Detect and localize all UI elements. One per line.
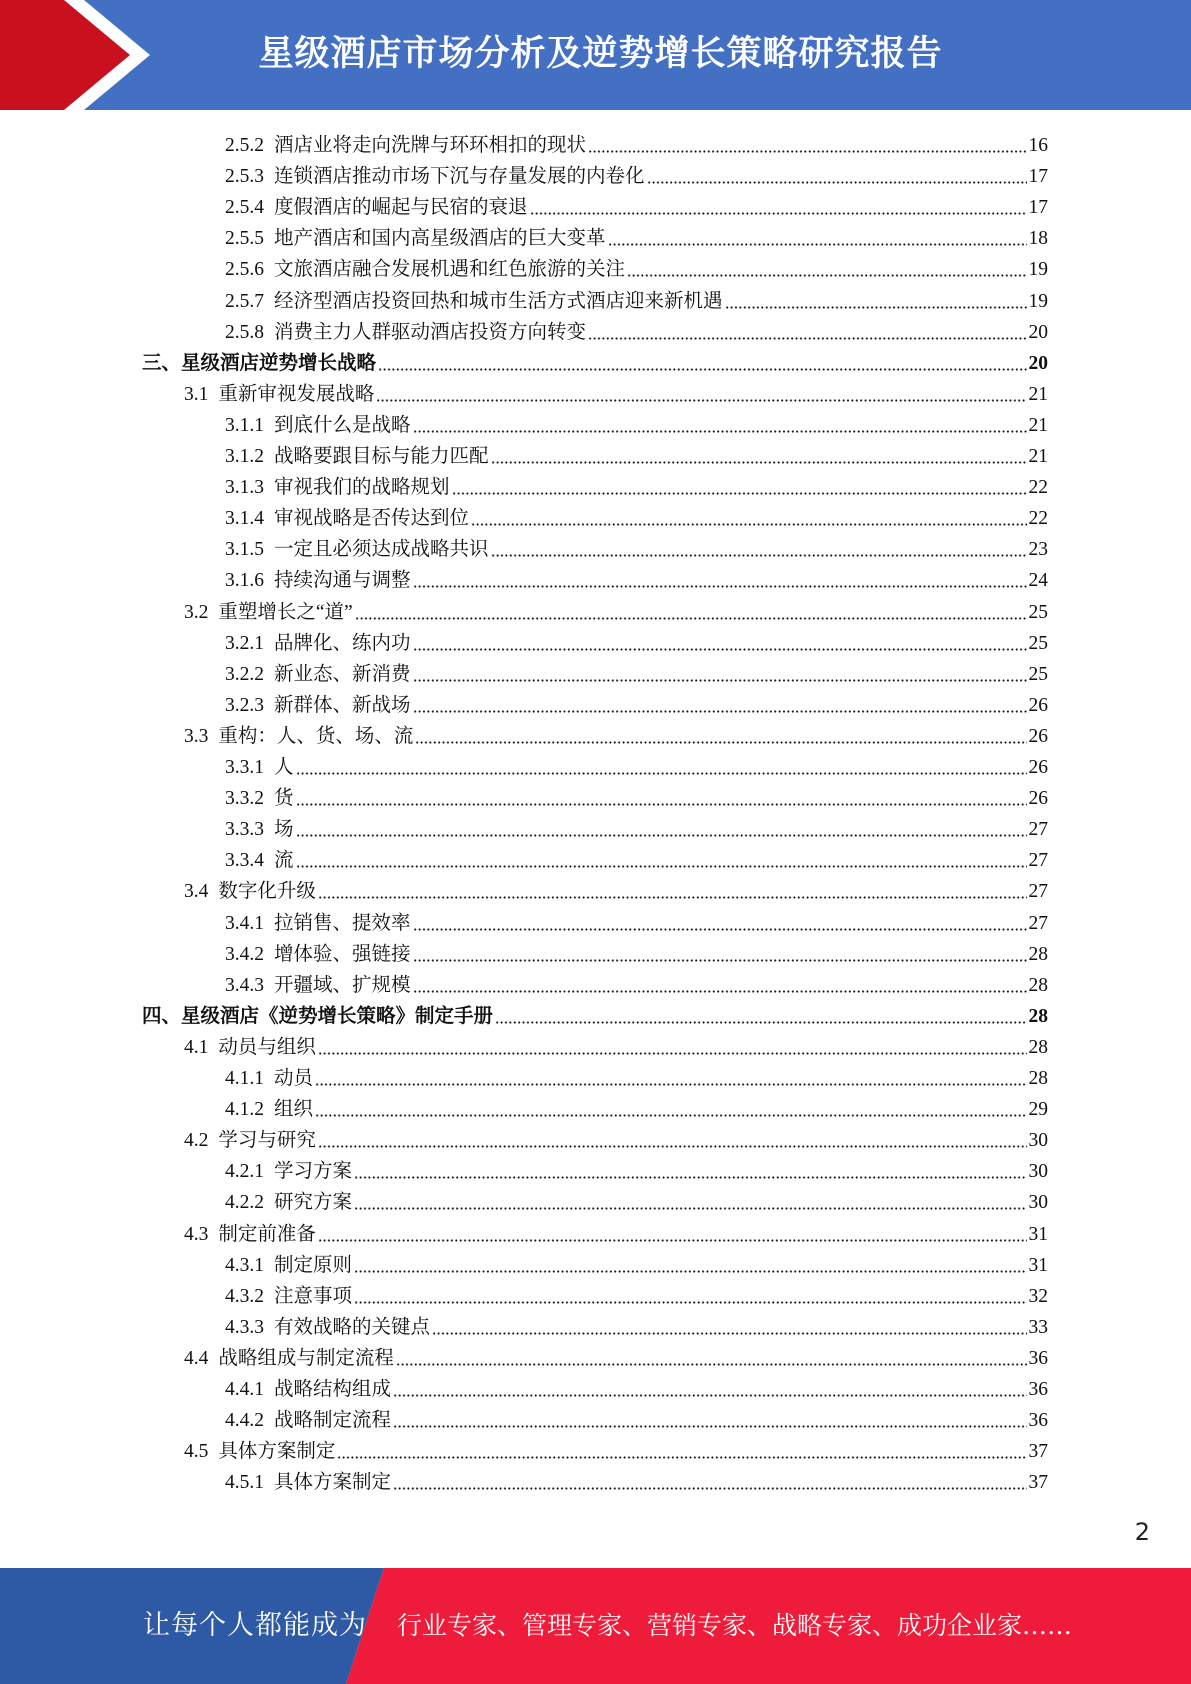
toc-entry-page: 30 xyxy=(1028,1161,1048,1183)
toc-entry[interactable] xyxy=(225,687,1048,718)
toc-entry-page: 22 xyxy=(1028,477,1048,499)
toc-dot-leader xyxy=(318,1052,1027,1055)
toc-entry-number: 3.3.1 xyxy=(225,757,264,778)
toc-entry-title: 拉销售、提效率 xyxy=(274,912,411,934)
toc-entry-number: 3.1.6 xyxy=(225,570,264,592)
toc-dot-leader xyxy=(725,306,1027,309)
toc-entry-title: 经济型酒店投资回热和城市生活方式酒店迎来新机遇 xyxy=(274,290,723,312)
toc-entry[interactable] xyxy=(184,718,1048,749)
toc-entry[interactable] xyxy=(184,1122,1048,1153)
toc-entry-number: 2.5.7 xyxy=(225,290,264,312)
toc-entry[interactable] xyxy=(225,1309,1048,1340)
toc-entry-title: 流 xyxy=(274,850,294,872)
toc-dot-leader xyxy=(413,959,1027,962)
toc-dot-leader xyxy=(471,523,1026,526)
toc-entry-number: 4.1 xyxy=(184,1036,209,1058)
toc-dot-leader xyxy=(588,337,1026,340)
toc-dot-leader xyxy=(296,803,1027,806)
toc-entry-number: 4.3.2 xyxy=(225,1285,264,1307)
toc-entry-number: 3.1.2 xyxy=(225,446,264,467)
toc-entry-title: 新业态、新消费 xyxy=(274,663,411,685)
toc-entry-page: 27 xyxy=(1028,881,1048,903)
toc-entry-title: 动员与组织 xyxy=(218,1036,316,1058)
toc-entry[interactable] xyxy=(184,1216,1048,1247)
toc-entry-title: 重构：人、货、场、流 xyxy=(218,725,414,747)
toc-entry[interactable] xyxy=(225,1402,1048,1433)
toc-entry-title: 度假酒店的崛起与民宿的衰退 xyxy=(274,197,528,219)
toc-entry[interactable] xyxy=(225,283,1048,314)
toc-entry-page: 26 xyxy=(1028,788,1048,810)
toc-entry[interactable] xyxy=(225,811,1048,842)
toc-entry-page: 17 xyxy=(1028,166,1048,188)
toc-entry-page: 27 xyxy=(1028,850,1048,872)
toc-entry[interactable] xyxy=(225,842,1048,873)
toc-dot-leader xyxy=(452,492,1027,495)
toc-entry-number: 4.2.1 xyxy=(225,1161,264,1183)
toc-dot-leader xyxy=(296,865,1027,868)
toc-entry-number: 3.4.2 xyxy=(225,943,264,965)
toc-entry-page: 27 xyxy=(1028,912,1048,934)
toc-dot-leader xyxy=(413,928,1027,931)
toc-entry-number: 4.3.1 xyxy=(225,1254,264,1276)
toc-entry-title: 酒店业将走向洗牌与环环相扣的现状 xyxy=(274,135,587,156)
toc-entry-title: 消费主力人群驱动酒店投资方向转变 xyxy=(274,321,587,343)
toc-entry-page: 28 xyxy=(1028,974,1048,996)
toc-entry-title: 三、星级酒店逆势增长战略 xyxy=(142,352,377,374)
toc-entry[interactable] xyxy=(142,345,1048,376)
toc-entry-page: 25 xyxy=(1028,601,1048,623)
toc-entry-number: 4.3 xyxy=(184,1223,209,1245)
toc-entry-number: 3.4.1 xyxy=(225,912,264,934)
toc-entry[interactable] xyxy=(225,1091,1048,1122)
toc-entry[interactable] xyxy=(225,936,1048,967)
toc-entry-number: 3.4 xyxy=(184,881,209,903)
toc-entry-page: 20 xyxy=(1028,321,1048,343)
toc-dot-leader xyxy=(396,1363,1027,1366)
toc-entry-page: 22 xyxy=(1028,508,1048,530)
toc-entry-page: 18 xyxy=(1028,228,1048,250)
toc-entry-title: 开疆域、扩规模 xyxy=(274,974,411,996)
toc-entry[interactable] xyxy=(225,251,1048,282)
toc-dot-leader xyxy=(393,1394,1026,1397)
toc-entry-page: 36 xyxy=(1028,1379,1048,1400)
toc-entry-page: 30 xyxy=(1028,1130,1048,1152)
toc-dot-leader xyxy=(354,1207,1026,1210)
toc-entry-page: 21 xyxy=(1028,383,1048,405)
toc-entry-number: 3.1.3 xyxy=(225,477,264,499)
toc-dot-leader xyxy=(647,181,1027,184)
toc-entry-title: 动员 xyxy=(274,1068,314,1089)
toc-entry[interactable] xyxy=(225,656,1048,687)
toc-entry[interactable] xyxy=(184,873,1048,904)
toc-entry-title: 学习与研究 xyxy=(218,1130,316,1152)
toc-entry-page: 24 xyxy=(1028,570,1048,592)
toc-entry-title: 品牌化、练内功 xyxy=(274,632,411,654)
toc-dot-leader xyxy=(354,1301,1026,1304)
toc-entry[interactable] xyxy=(225,407,1048,438)
toc-entry-title: 人 xyxy=(274,757,294,778)
toc-dot-leader xyxy=(315,1083,1026,1086)
toc-entry-number: 3.1 xyxy=(184,383,209,405)
toc-entry-title: 新群体、新战场 xyxy=(274,694,411,716)
toc-entry-page: 28 xyxy=(1028,1068,1048,1089)
toc-dot-leader xyxy=(296,772,1027,775)
toc-entry-number: 3.1.5 xyxy=(225,539,264,561)
toc-entry-page: 28 xyxy=(1028,943,1048,965)
toc-entry[interactable] xyxy=(225,967,1048,998)
toc-entry[interactable] xyxy=(225,905,1048,936)
toc-entry-page: 36 xyxy=(1028,1410,1048,1432)
toc-entry-number: 3.1.1 xyxy=(225,414,264,436)
toc-dot-leader xyxy=(491,461,1027,464)
toc-dot-leader xyxy=(376,399,1026,402)
toc-entry[interactable] xyxy=(225,562,1048,593)
toc-entry-title: 四、星级酒店《逆势增长策略》制定手册 xyxy=(142,1005,494,1027)
toc-entry-number: 3.2 xyxy=(184,601,209,623)
toc-entry[interactable] xyxy=(225,1184,1048,1215)
toc-entry[interactable] xyxy=(225,314,1048,345)
toc-entry-number: 4.5.1 xyxy=(225,1472,264,1494)
toc-dot-leader xyxy=(318,896,1027,899)
toc-entry-number: 2.5.5 xyxy=(225,228,264,250)
toc-entry[interactable] xyxy=(225,220,1048,251)
toc-entry-title: 地产酒店和国内高星级酒店的巨大变革 xyxy=(274,228,606,250)
toc-dot-leader xyxy=(354,1176,1026,1179)
toc-entry[interactable] xyxy=(184,376,1048,407)
toc-entry-page: 26 xyxy=(1028,694,1048,716)
toc-entry[interactable] xyxy=(225,625,1048,656)
toc-entry-page: 28 xyxy=(1028,1005,1048,1027)
toc-entry[interactable] xyxy=(184,1029,1048,1060)
toc-entry-title: 场 xyxy=(274,819,294,841)
toc-entry-number: 3.3.4 xyxy=(225,850,264,872)
toc-dot-leader xyxy=(318,1145,1027,1148)
toc-entry[interactable] xyxy=(225,127,1048,158)
report-title: 星级酒店市场分析及逆势增长策略研究报告 xyxy=(258,34,943,74)
toc-entry-page: 21 xyxy=(1028,414,1048,436)
toc-entry-title: 制定原则 xyxy=(274,1254,353,1276)
page-number: 2 xyxy=(1134,1518,1150,1546)
toc-entry-number: 4.5 xyxy=(184,1441,209,1463)
toc-entry-page: 27 xyxy=(1028,819,1048,841)
toc-entry-number: 3.2.2 xyxy=(225,663,264,685)
toc-entry-page: 20 xyxy=(1028,352,1048,374)
toc-entry-page: 25 xyxy=(1028,663,1048,685)
toc-entry-page: 33 xyxy=(1028,1316,1048,1338)
toc-entry[interactable] xyxy=(225,1371,1048,1402)
toc-entry[interactable] xyxy=(225,749,1048,780)
toc-entry-title: 学习方案 xyxy=(274,1161,353,1183)
toc-entry-title: 有效战略的关键点 xyxy=(274,1316,431,1338)
toc-entry-page: 37 xyxy=(1028,1472,1048,1494)
toc-entry-page: 26 xyxy=(1028,725,1048,747)
toc-dot-leader xyxy=(393,1487,1026,1490)
toc-entry[interactable] xyxy=(225,158,1048,189)
toc-entry-number: 4.2.2 xyxy=(225,1192,264,1214)
toc-entry-page: 37 xyxy=(1028,1441,1048,1463)
toc-entry[interactable] xyxy=(225,1464,1048,1495)
toc-entry-page: 23 xyxy=(1028,539,1048,561)
toc-entry[interactable] xyxy=(225,780,1048,811)
toc-dot-leader xyxy=(337,1456,1026,1459)
toc-entry-page: 19 xyxy=(1028,290,1048,312)
toc-entry-title: 到底什么是战略 xyxy=(274,414,411,436)
toc-entry-title: 增体验、强链接 xyxy=(274,943,411,965)
footer-slogan-roles: 行业专家、管理专家、营销专家、战略专家、成功企业家…… xyxy=(397,1611,1073,1640)
toc-entry-number: 4.2 xyxy=(184,1130,209,1152)
toc-dot-leader xyxy=(413,430,1027,433)
toc-entry-title: 重新审视发展战略 xyxy=(218,383,375,405)
toc-dot-leader xyxy=(413,585,1027,588)
toc-entry-page: 31 xyxy=(1028,1254,1048,1276)
toc-entry-title: 数字化升级 xyxy=(218,881,316,903)
toc-entry[interactable] xyxy=(184,1340,1048,1371)
toc-entry-number: 4.1.2 xyxy=(225,1099,264,1121)
toc-entry-page: 29 xyxy=(1028,1099,1048,1121)
toc-dot-leader xyxy=(608,243,1027,246)
toc-entry-page: 30 xyxy=(1028,1192,1048,1214)
toc-entry-number: 2.5.4 xyxy=(225,197,264,219)
toc-entry[interactable] xyxy=(225,1247,1048,1278)
toc-dot-leader xyxy=(355,617,1027,620)
toc-entry-number: 4.4.1 xyxy=(225,1379,264,1400)
toc-dot-leader xyxy=(296,834,1027,837)
toc-entry-page: 31 xyxy=(1028,1223,1048,1245)
toc-entry-title: 货 xyxy=(274,788,294,810)
toc-entry-title: 审视我们的战略规划 xyxy=(274,477,450,499)
toc-entry-number: 3.3 xyxy=(184,725,209,747)
toc-entry-title: 具体方案制定 xyxy=(218,1441,336,1463)
toc-entry-number: 2.5.3 xyxy=(225,166,264,188)
toc-entry-page: 17 xyxy=(1028,197,1048,219)
toc-entry[interactable] xyxy=(225,1153,1048,1184)
toc-dot-leader xyxy=(354,1270,1026,1273)
toc-entry-number: 4.4 xyxy=(184,1347,209,1369)
toc-entry-number: 3.4.3 xyxy=(225,974,264,996)
toc-entry-title: 战略制定流程 xyxy=(274,1410,392,1432)
toc-entry[interactable] xyxy=(225,531,1048,562)
toc-dot-leader xyxy=(413,990,1027,993)
toc-entry-title: 一定且必须达成战略共识 xyxy=(274,539,489,561)
toc-entry-page: 16 xyxy=(1028,135,1048,156)
toc-entry-number: 3.1.4 xyxy=(225,508,264,530)
toc-entry-title: 具体方案制定 xyxy=(274,1472,392,1494)
toc-entry[interactable] xyxy=(225,438,1048,469)
footer-slogan-lead: 让每个人都能成为 xyxy=(143,1610,367,1641)
toc-entry-title: 重塑增长之“道” xyxy=(218,601,353,623)
toc-entry-page: 32 xyxy=(1028,1285,1048,1307)
toc-dot-leader xyxy=(495,1021,1026,1024)
toc-entry-page: 26 xyxy=(1028,757,1048,778)
toc-entry-number: 4.1.1 xyxy=(225,1068,264,1089)
toc-dot-leader xyxy=(415,741,1026,744)
toc-entry-number: 3.2.3 xyxy=(225,694,264,716)
toc-entry-number: 3.2.1 xyxy=(225,632,264,654)
footer-banner xyxy=(0,1568,1191,1684)
toc-entry-title: 文旅酒店融合发展机遇和红色旅游的关注 xyxy=(274,259,626,281)
toc-entry[interactable] xyxy=(225,1060,1048,1091)
toc-entry[interactable] xyxy=(225,1278,1048,1309)
toc-entry[interactable] xyxy=(225,469,1048,500)
toc-entry-title: 注意事项 xyxy=(274,1285,353,1307)
toc-entry-title: 研究方案 xyxy=(274,1192,353,1214)
toc-entry-number: 2.5.2 xyxy=(225,135,264,156)
toc-dot-leader xyxy=(393,1425,1026,1428)
toc-entry-page: 19 xyxy=(1028,259,1048,281)
toc-dot-leader xyxy=(530,212,1027,215)
toc-dot-leader xyxy=(315,1114,1026,1117)
toc-entry[interactable] xyxy=(142,998,1048,1029)
toc-entry-title: 制定前准备 xyxy=(218,1223,316,1245)
toc-dot-leader xyxy=(588,150,1026,153)
toc-entry-page: 25 xyxy=(1028,632,1048,654)
toc-entry[interactable] xyxy=(184,1433,1048,1464)
toc-dot-leader xyxy=(413,648,1027,651)
toc-entry-number: 4.4.2 xyxy=(225,1410,264,1432)
toc-entry-number: 2.5.6 xyxy=(225,259,264,281)
toc-entry[interactable] xyxy=(184,594,1048,625)
toc-entry-page: 28 xyxy=(1028,1036,1048,1058)
toc-entry-title: 持续沟通与调整 xyxy=(274,570,411,592)
toc-dot-leader xyxy=(432,1332,1026,1335)
toc-entry-number: 4.3.3 xyxy=(225,1316,264,1338)
toc-entry[interactable] xyxy=(225,189,1048,220)
toc-entry-title: 战略组成与制定流程 xyxy=(218,1347,394,1369)
toc-entry-number: 3.3.3 xyxy=(225,819,264,841)
toc-entry-title: 组织 xyxy=(274,1099,314,1121)
toc-entry-number: 3.3.2 xyxy=(225,788,264,810)
toc-dot-leader xyxy=(491,554,1027,557)
toc-entry-title: 审视战略是否传达到位 xyxy=(274,508,470,530)
toc-entry-title: 连锁酒店推动市场下沉与存量发展的内卷化 xyxy=(274,166,645,188)
toc-dot-leader xyxy=(627,274,1026,277)
header-banner xyxy=(0,0,1191,110)
toc-dot-leader xyxy=(413,710,1027,713)
toc-dot-leader xyxy=(413,679,1027,682)
toc-entry-page: 36 xyxy=(1028,1347,1048,1369)
toc-entry[interactable] xyxy=(225,500,1048,531)
toc-entry-title: 战略结构组成 xyxy=(274,1379,392,1400)
toc-dot-leader xyxy=(318,1239,1027,1242)
toc-entry-number: 2.5.8 xyxy=(225,321,264,343)
toc-entry-title: 战略要跟目标与能力匹配 xyxy=(274,446,489,467)
toc-dot-leader xyxy=(378,368,1026,371)
toc-entry-page: 21 xyxy=(1028,446,1048,467)
